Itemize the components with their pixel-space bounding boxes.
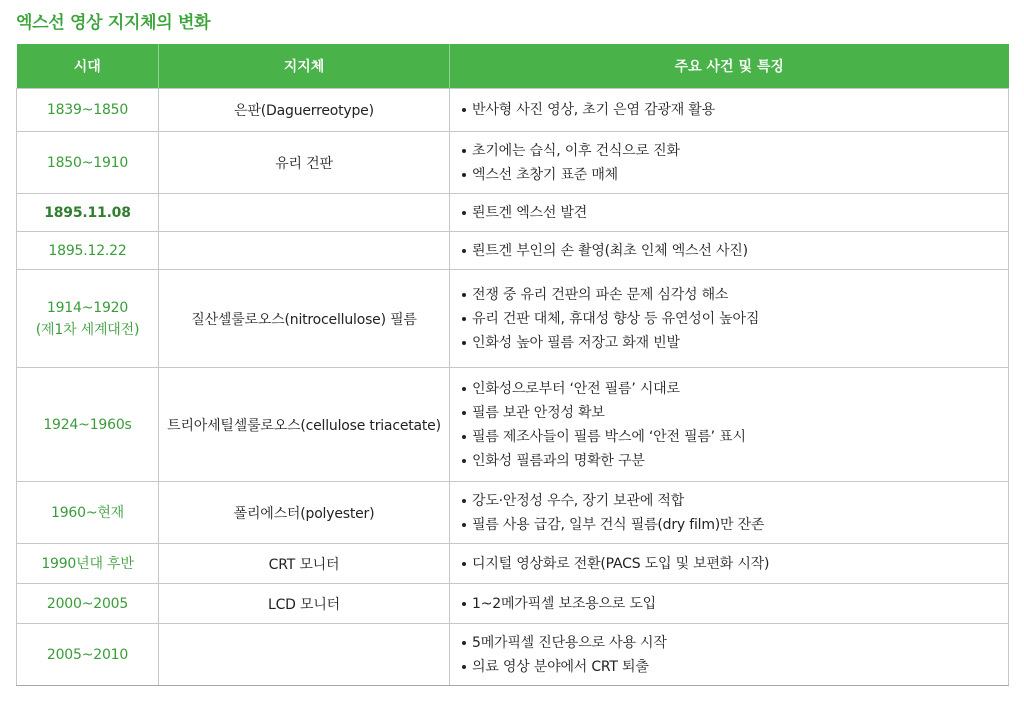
header-features: 주요 사건 및 특징 [450,44,1009,89]
era-text: 1924~1960s [43,416,132,433]
features-cell [450,194,1009,232]
features-cell [450,232,1009,270]
era-cell [17,194,159,232]
feature-item: 인화성 필름과의 명확한 구분 [462,449,1008,473]
features-cell [450,89,1009,132]
feature-item: 의료 영상 분야에서 CRT 퇴출 [462,655,1008,679]
feature-item: 유리 건판 대체, 휴대성 향상 등 유연성이 높아짐 [462,307,1008,331]
feature-item: 디지털 영상화로 전환(PACS 도입 및 보편화 시작) [462,552,1008,576]
era-text: 1895.12.22 [48,242,127,259]
feature-item: 5메가픽셀 진단용으로 사용 시작 [462,631,1008,655]
page-title: 엑스선 영상 지지체의 변화 [16,13,211,33]
table-row [17,132,1009,194]
features-cell [450,624,1009,686]
era-cell [17,270,159,368]
feature-item: 1~2메가픽셀 보조용으로 도입 [462,592,1008,616]
era-cell [17,482,159,544]
feature-item: 초기에는 습식, 이후 건식으로 진화 [462,139,1008,163]
table-row [17,584,1009,624]
era-cell [17,584,159,624]
table-row [17,232,1009,270]
era-text: 1839~1850 [46,102,129,118]
era-cell [17,544,159,584]
table-header-row [17,44,1009,89]
medium-cell [159,194,450,232]
medium-cell: CRT 모니터 [159,544,450,584]
features-cell [450,132,1009,194]
feature-item: 인화성으로부터 ‘안전 필름’ 시대로 [462,377,1008,401]
feature-item: 반사형 사진 영상, 초기 은염 감광재 활용 [462,98,1008,122]
feature-item: 뢴트겐 엑스선 발견 [462,201,1008,225]
table-row [17,482,1009,544]
era-text: 1895.11.08 [44,204,131,221]
medium-cell [159,232,450,270]
era-text: 1914~1920 [46,299,129,316]
feature-item: 전쟁 중 유리 건판의 파손 문제 심각성 해소 [462,283,1008,307]
table-row [17,270,1009,368]
header-medium: 지지체 [159,44,450,89]
support-history-table [16,44,1009,686]
era-text: 1960~현재 [50,504,124,521]
era-cell [17,624,159,686]
medium-cell [159,624,450,686]
medium-cell: 유리 건판 [159,132,450,194]
era-text: 1850~1910 [46,154,129,171]
era-cell [17,132,159,194]
features-cell [450,544,1009,584]
medium-cell: 폴리에스터(polyester) [159,482,450,544]
era-text: 2000~2005 [46,595,129,612]
era-subtext: (제1차 세계대전) [35,321,140,338]
medium-cell: 트리아세틸셀룰로오스(cellulose triacetate) [159,368,450,482]
features-cell [450,368,1009,482]
table-row [17,89,1009,132]
era-text: 2005~2010 [46,646,129,663]
feature-item: 뢴트겐 부인의 손 촬영(최초 인체 엑스선 사진) [462,239,1008,263]
era-cell [17,89,159,132]
era-cell [17,232,159,270]
medium-cell: 질산셀룰로오스(nitrocellulose) 필름 [159,270,450,368]
header-era: 시대 [17,44,159,89]
feature-item: 강도·안정성 우수, 장기 보관에 적합 [462,489,1008,513]
table-row [17,368,1009,482]
features-cell [450,584,1009,624]
feature-item: 필름 보관 안정성 확보 [462,401,1008,425]
table-row [17,544,1009,584]
table-row [17,194,1009,232]
feature-item: 필름 사용 급감, 일부 건식 필름(dry film)만 잔존 [462,513,1008,537]
medium-cell: LCD 모니터 [159,584,450,624]
feature-item: 필름 제조사들이 필름 박스에 ‘안전 필름’ 표시 [462,425,1008,449]
medium-cell: 은판(Daguerreotype) [159,89,450,132]
feature-item: 인화성 높아 필름 저장고 화재 빈발 [462,331,1008,355]
features-cell [450,482,1009,544]
era-cell [17,368,159,482]
era-text: 1990년대 후반 [41,555,134,572]
features-cell [450,270,1009,368]
table-row [17,624,1009,686]
feature-item: 엑스선 초창기 표준 매체 [462,163,1008,187]
